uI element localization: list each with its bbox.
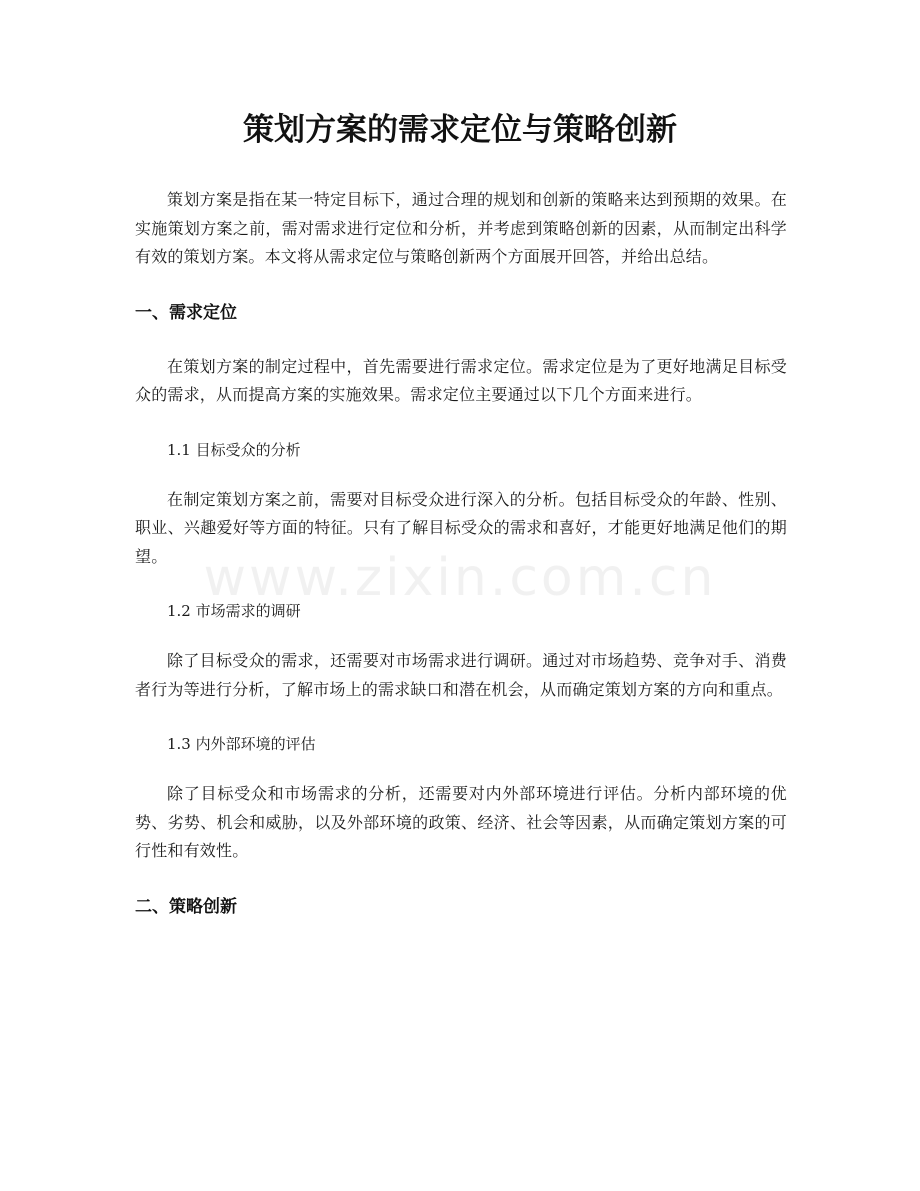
- subsection-body-market-research: 除了目标受众的需求，还需要对市场需求进行调研。通过对市场趋势、竞争对手、消费者行为等进行分析，了解市场上的需求缺口和潜在机会，从而确定策划方案的方向和重点。: [135, 651, 787, 699]
- intro-paragraph: 策划方案是指在某一特定目标下，通过合理的规划和创新的策略来达到预期的效果。在实施策划方案之前，需对需求进行定位和分析，并考虑到策略创新的因素，从而制定出科学有效的策划方案。本文将从需求定位与策略创新两个方面展开回答，并给出总结。: [135, 190, 787, 266]
- document-body: [135, 186, 787, 921]
- subsection-heading-audience-analysis: 1.1 目标受众的分析: [167, 440, 301, 459]
- subsection-heading-market-research: 1.2 市场需求的调研: [167, 602, 301, 620]
- section-heading-strategy-innovation: 二、策略创新: [135, 896, 237, 917]
- subsection-heading-environment-assessment: 1.3 内外部环境的评估: [167, 735, 316, 753]
- document-title: 策划方案的需求定位与策略创新: [243, 112, 677, 148]
- section-heading-demand-positioning: 一、需求定位: [135, 302, 237, 323]
- section-lead-paragraph: 在策划方案的制定过程中，首先需要进行需求定位。需求定位是为了更好地满足目标受众的需求，从而提高方案的实施效果。需求定位主要通过以下几个方面来进行。: [135, 356, 787, 404]
- subsection-body-audience-analysis: 在制定策划方案之前，需要对目标受众进行深入的分析。包括目标受众的年龄、性别、职业、兴趣爱好等方面的特征。只有了解目标受众的需求和喜好，才能更好地满足他们的期望。: [135, 489, 787, 566]
- watermark-text: www.zixin.com.cn: [203, 548, 717, 608]
- subsection-body-environment-assessment: 除了目标受众和市场需求的分析，还需要对内外部环境进行评估。分析内部环境的优势、劣势、机会和威胁，以及外部环境的政策、经济、社会等因素，从而确定策划方案的可行性和有效性。: [135, 784, 787, 860]
